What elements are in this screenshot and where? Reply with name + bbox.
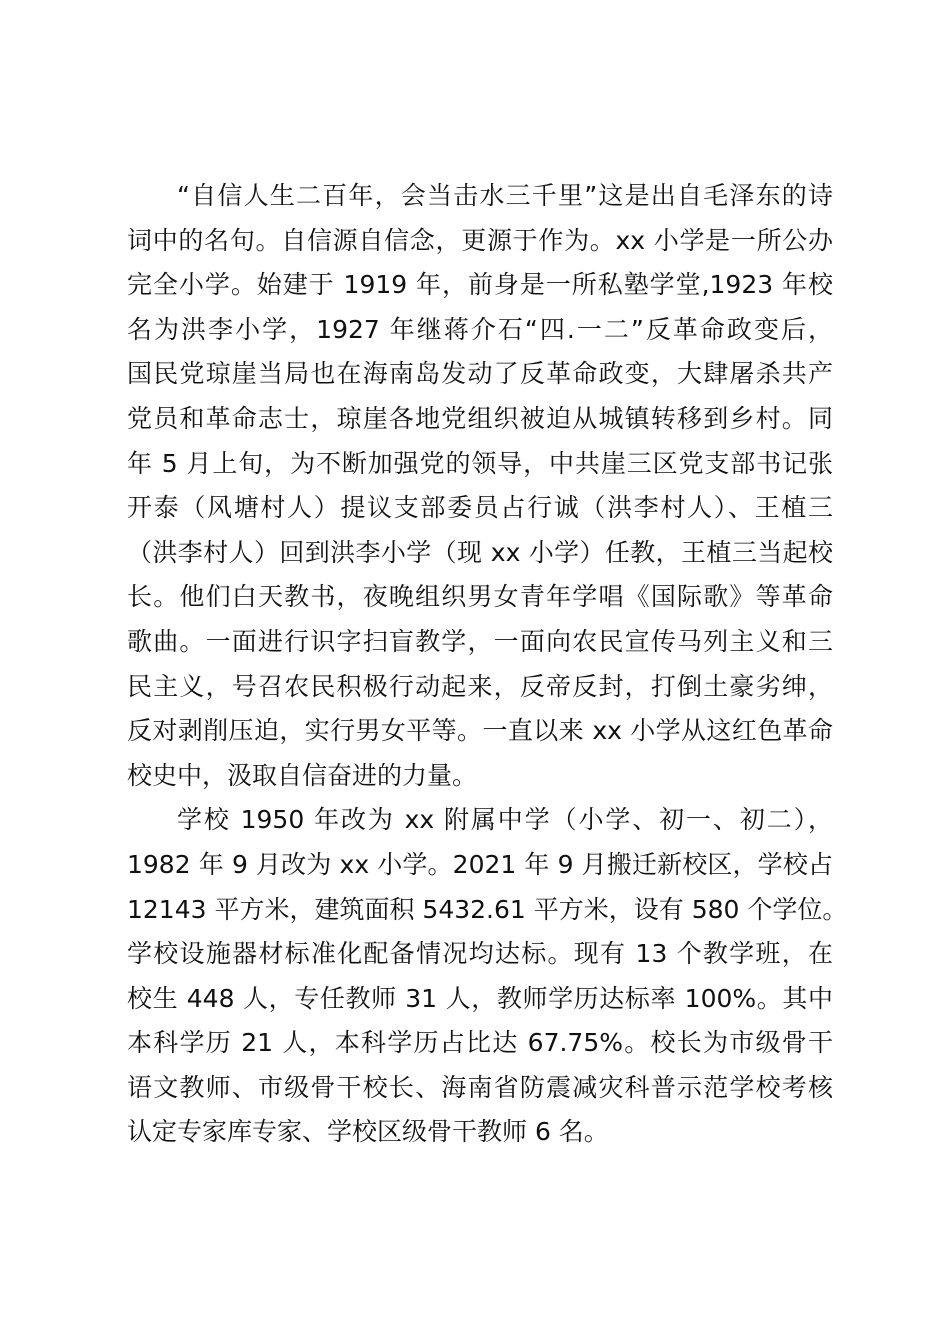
text-line: 反对剥削压迫，实行男女平等。一直以来 xx 小学从这红色革命: [127, 716, 833, 746]
text-line: 校生 448 人，专任教师 31 人，教师学历达标率 100%。其中: [127, 983, 833, 1013]
text-line: 党员和革命志士，琼崖各地党组织被迫从城镇转移到乡村。同: [127, 403, 833, 433]
text-line: （洪李村人）回到洪李小学（现 xx 小学）任教，王植三当起校: [127, 537, 833, 567]
text-line: 词中的名句。自信源自信念，更源于作为。xx 小学是一所公办: [127, 225, 833, 255]
paragraph-school-history: [127, 174, 833, 798]
text-line: 12143 平方米，建筑面积 5432.61 平方米，设有 580 个学位。: [127, 894, 848, 924]
text-line: 1982 年 9 月改为 xx 小学。2021 年 9 月搬迁新校区，学校占: [127, 849, 833, 879]
text-line: 完全小学。始建于 1919 年，前身是一所私塾学堂,1923 年校: [127, 270, 833, 300]
paragraph-school-facts: [127, 798, 848, 1155]
document-body: [127, 174, 848, 1155]
text-line: 校史中，汲取自信奋进的力量。: [127, 760, 478, 790]
text-line: 国民党琼崖当局也在海南岛发动了反革命政变，大肆屠杀共产: [127, 359, 833, 389]
text-line: 名为洪李小学，1927 年继蒋介石“四.一二”反革命政变后，: [127, 314, 833, 344]
text-line: 年 5 月上旬，为不断加强党的领导，中共崖三区党支部书记张: [127, 448, 833, 478]
text-line: 学校设施器材标准化配备情况均达标。现有 13 个教学班，在: [127, 939, 833, 969]
text-line: 开泰（风塘村人）提议支部委员占行诚（洪李村人）、王植三: [127, 493, 833, 523]
text-line: “自信人生二百年，会当击水三千里”这是出自毛泽东的诗: [177, 181, 833, 210]
text-line: 语文教师、市级骨干校长、海南省防震减灾科普示范学校考核: [127, 1072, 833, 1102]
text-line: 民主义，号召农民积极行动起来，反帝反封，打倒土豪劣绅，: [127, 671, 833, 701]
text-line: 歌曲。一面进行识字扫盲教学，一面向农民宣传马列主义和三: [127, 626, 833, 656]
text-line: 认定专家库专家、学校区级骨干教师 6 名。: [127, 1117, 609, 1147]
text-line: 长。他们白天教书，夜晚组织男女青年学唱《国际歌》等革命: [127, 582, 833, 612]
text-line: 学校 1950 年改为 xx 附属中学（小学、初一、初二），: [177, 805, 833, 835]
text-line: 本科学历 21 人，本科学历占比达 67.75%。校长为市级骨干: [127, 1028, 833, 1058]
